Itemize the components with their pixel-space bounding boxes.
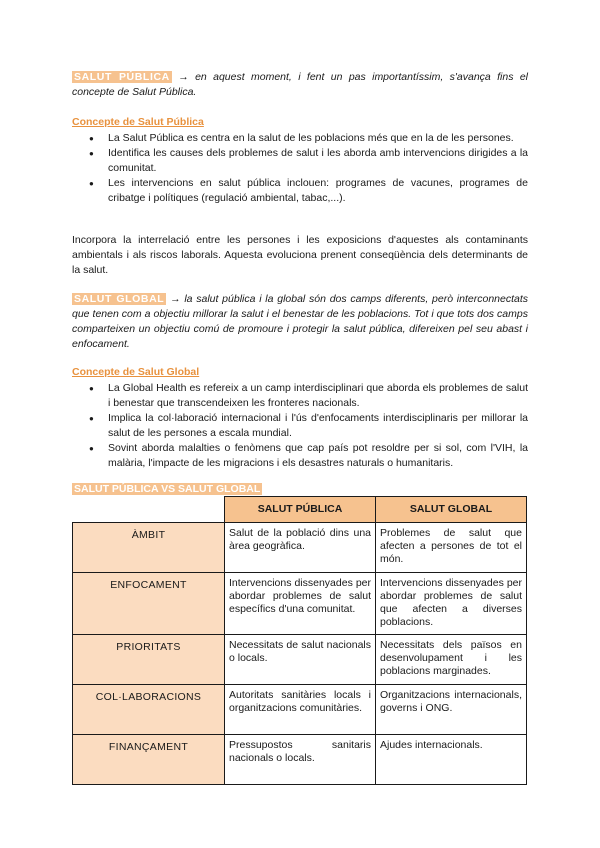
- table-cell: Intervencions dissenyades per abordar problemes de salut específics d'una comunitat.: [225, 573, 376, 635]
- table-row: [73, 573, 527, 635]
- table-cell: Pressupostos sanitaris nacionals o locals.: [225, 735, 376, 785]
- salut-global-intro: [72, 292, 528, 352]
- list-item: ● La Global Health es refereix a un camp interdisciplinari que aborda els problemes de salut i benestar que transcendeixen les fronteres nacionals.: [72, 381, 528, 411]
- salut-global-label: SALUT GLOBAL: [74, 293, 165, 305]
- comparison-table: [72, 496, 527, 785]
- table-cell: Salut de la població dins una àrea geogràfica.: [225, 523, 376, 573]
- list-item: ● Identifica les causes dels problemes de salut i les aborda amb intervencions dirigides a la comunitat.: [72, 146, 528, 176]
- table-row: [73, 635, 527, 685]
- comparison-title: SALUT PÚBLICA VS SALUT GLOBAL: [74, 483, 261, 495]
- list-item: ● Sovint aborda malalties o fenòmens que cap país pot resoldre per si sol, com l'VIH, la malària, l'impacte de les migracions i els desastres naturals o humanitaris.: [72, 441, 528, 471]
- row-header: COL·LABORACIONS: [73, 685, 225, 735]
- salut-publica-bullets: [72, 131, 528, 206]
- table-cell: Necessitats dels països en desenvolupament i les poblacions marginades.: [376, 635, 527, 685]
- table-cell: Intervencions dissenyades per abordar problemes de salut que afecten a diverses poblacions.: [376, 573, 527, 635]
- table-cell: Ajudes internacionals.: [376, 735, 527, 785]
- concepte-salut-global: [72, 365, 528, 471]
- salut-publica-intro: [72, 70, 528, 100]
- table-corner: [73, 497, 225, 523]
- salut-publica-paragraph: Incorpora la interrelació entre les persones i les exposicions d'aquestes als contaminants ambientals i als riscos laborals. Aquesta evoluciona prenent conseqüència dels determinants de la salut.: [72, 234, 528, 276]
- row-header: ÀMBIT: [73, 523, 225, 573]
- list-item: ● La Salut Pública es centra en la salut de les poblacions més que en la de les persones.: [72, 131, 528, 146]
- concepte-salut-publica: [72, 115, 528, 206]
- table-cell: Organitzacions internacionals, governs i ONG.: [376, 685, 527, 735]
- salut-publica-label: SALUT PÚBLICA: [74, 71, 170, 83]
- row-header: ENFOCAMENT: [73, 573, 225, 635]
- table-cell: Autoritats sanitàries locals i organitzacions comunitàries.: [225, 685, 376, 735]
- list-item: ● Implica la col·laboració internacional i l'ús d'enfocaments interdisciplinaris per millorar la salut de les persones a escala mundial.: [72, 411, 528, 441]
- table-row: [73, 735, 527, 785]
- row-header: FINANÇAMENT: [73, 735, 225, 785]
- list-item: ● Les intervencions en salut pública inclouen: programes de vacunes, programes de cribatge i polítiques (regulació ambiental, tabac,...).: [72, 176, 528, 206]
- column-header-salut-publica: SALUT PÚBLICA: [225, 497, 376, 523]
- concepte-salut-publica-heading: Concepte de Salut Pública: [72, 116, 204, 128]
- salut-global-bullets: [72, 381, 528, 471]
- salut-publica-intro-text: → en aquest moment, i fent un pas importantíssim, s'avança fins el concepte de Salut Pública.: [72, 71, 528, 98]
- table-header-row: [73, 497, 527, 523]
- column-header-salut-global: SALUT GLOBAL: [376, 497, 527, 523]
- concepte-salut-global-heading: Concepte de Salut Global: [72, 366, 200, 378]
- salut-global-intro-text: → la salut pública i la global són dos camps diferents, però interconnectats que tenen com a objectiu millorar la salut i el benestar de les poblacions. Tot i que tots dos camps comparteixen un objectiu comú de promoure i protegir la salut pública, difereixen pel seu abast i enfocament.: [72, 293, 529, 350]
- table-cell: Necessitats de salut nacionals o locals.: [225, 635, 376, 685]
- table-row: [73, 523, 527, 573]
- row-header: PRIORITATS: [73, 635, 225, 685]
- comparison-title-wrap: [72, 482, 528, 497]
- table-row: [73, 685, 527, 735]
- table-cell: Problemes de salut que afecten a persones de tot el món.: [376, 523, 527, 573]
